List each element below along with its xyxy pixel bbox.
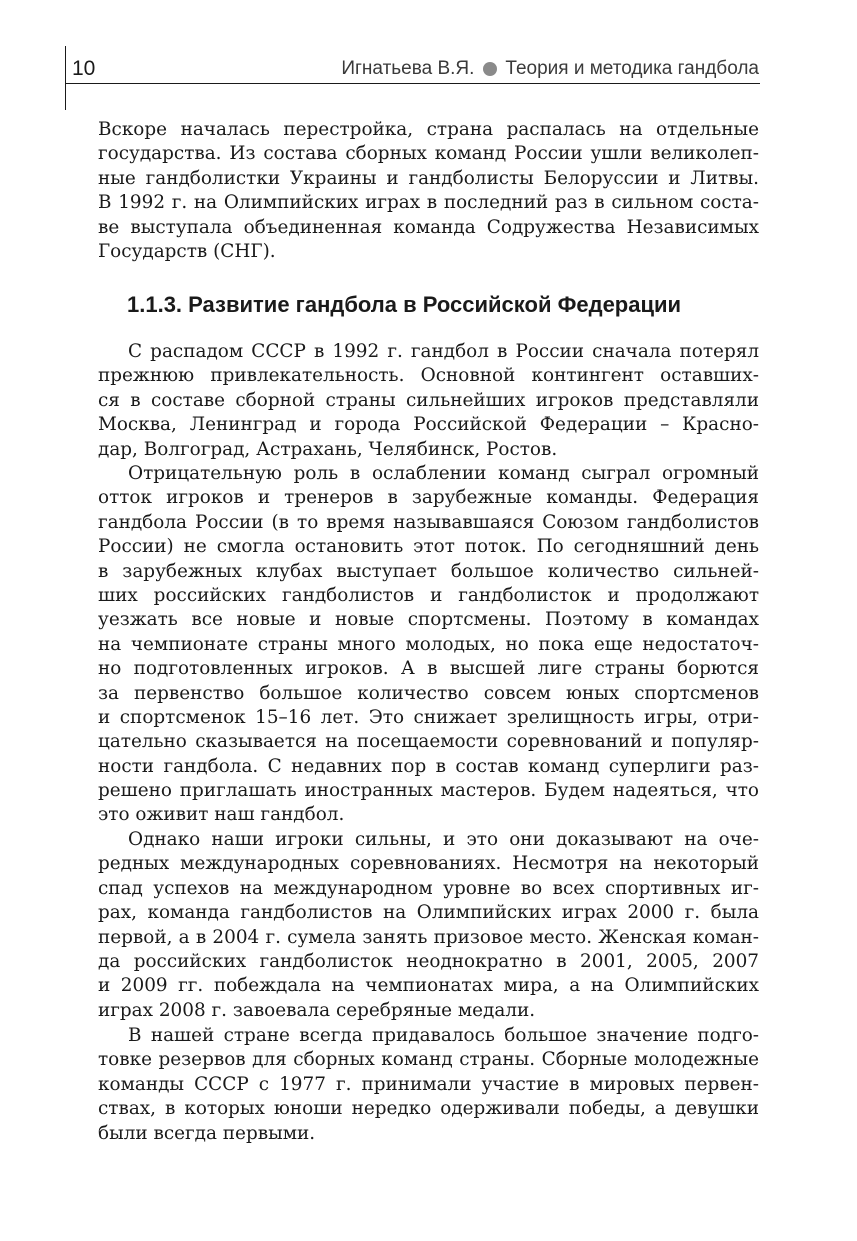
text-line: спад успехов на международном уровне во всех спортивных иг- — [98, 877, 759, 899]
text-line: прежнюю привлекательность. Основной контингент оставших- — [98, 365, 759, 387]
running-head-title: Теория и методика гандбола — [505, 58, 759, 79]
text-line: были всегда первыми. — [98, 1122, 316, 1144]
text-line: на чемпионате страны много молодых, но пока еще недостаточ- — [98, 633, 759, 655]
paragraph-4 — [98, 1024, 759, 1146]
text-line: отток игроков и тренеров в зарубежные команды. Федерация — [98, 487, 759, 509]
text-line: ве выступала объединенная команда Содружества Независимых — [98, 216, 759, 238]
section-heading: 1.1.3. Развитие гандбола в Российской Федерации — [127, 292, 682, 317]
text-line: рах, команда гандболистов на Олимпийских играх 2000 г. была — [98, 902, 759, 924]
text-line: ности гандбола. С недавних пор в состав команд суперлиги раз- — [98, 755, 759, 777]
text-line: решено приглашать иностранных мастеров. Будем надеяться, что — [98, 780, 759, 802]
text-line: Однако наши игроки сильны, и это они доказывают на оче- — [128, 829, 759, 850]
text-line: ших российских гандболистов и гандболисток и продолжают — [98, 584, 759, 606]
text-line: дар, Волгоград, Астрахань, Челябинск, Ростов. — [98, 438, 558, 460]
page-number: 10 — [72, 57, 96, 80]
text-line: Москва, Ленинград и города Российской Федерации – Красно- — [98, 414, 759, 436]
intro-paragraph — [98, 118, 759, 264]
paragraph-2 — [98, 462, 759, 828]
text-line: ся в составе сборной страны сильнейших игроков представляли — [98, 389, 759, 411]
text-line: уезжать все новые и новые спортсмены. Поэтому в командах — [98, 609, 759, 631]
bullet-dot-icon — [483, 62, 497, 76]
header-rule — [65, 83, 760, 84]
text-line: это оживит наш гандбол. — [98, 804, 345, 826]
text-line: В 1992 г. на Олимпийских играх в последний раз в сильном соста- — [98, 192, 759, 214]
text-line: ные гандболистки Украины и гандболисты Белоруссии и Литвы. — [98, 167, 759, 189]
text-line: цательно сказывается на посещаемости соревнований и популяр- — [98, 731, 759, 753]
running-head — [341, 56, 759, 82]
text-line: в зарубежных клубах выступает большое количество сильней- — [98, 560, 759, 582]
text-line: и спортсменок 15–16 лет. Это снижает зрелищность игры, отри- — [98, 706, 759, 728]
text-line: Государств (СНГ). — [98, 240, 276, 262]
text-line: да российских гандболисток неоднократно в 2001, 2005, 2007 — [98, 950, 759, 972]
text-line: и 2009 гг. побеждала на чемпионатах мира, а на Олимпийских — [98, 975, 759, 997]
crop-mark-vertical — [65, 46, 66, 110]
text-line: редных международных соревнованиях. Несмотря на некоторый — [98, 853, 759, 875]
text-line: первой, а в 2004 г. сумела занять призовое место. Женская коман- — [98, 926, 759, 948]
text-line: ствах, в которых юноши нередко одерживали победы, а девушки — [98, 1098, 759, 1120]
text-line: В нашей стране всегда придавалось большое значение подго- — [128, 1025, 759, 1046]
running-head-author: Игнатьева В.Я. — [341, 58, 475, 79]
text-line: гандбола России (в то время называвшаяся Союзом гандболистов — [98, 511, 759, 533]
text-line: Вскоре началась перестройка, страна распалась на отдельные — [98, 119, 759, 140]
text-line: за первенство большое количество совсем юных спортсменов — [98, 682, 759, 704]
text-line: товке резервов для сборных команд страны. Сборные молодежные — [98, 1049, 759, 1071]
text-line: команды СССР с 1977 г. принимали участие в мировых первен- — [98, 1073, 759, 1095]
text-line: но подготовленных игроков. А в высшей лиге страны борются — [98, 658, 759, 680]
paragraph-3 — [98, 828, 759, 1023]
text-line: Отрицательную роль в ослаблении команд сыграл огромный — [128, 463, 759, 484]
text-line: государства. Из состава сборных команд России ушли великолеп- — [98, 143, 759, 165]
text-line: играх 2008 г. завоевала серебряные медали. — [98, 999, 536, 1021]
text-line: России) не смогла остановить этот поток. По сегодняшний день — [98, 536, 759, 558]
paragraph-1 — [98, 340, 759, 462]
text-line: С распадом СССР в 1992 г. гандбол в России сначала потерял — [128, 341, 759, 362]
